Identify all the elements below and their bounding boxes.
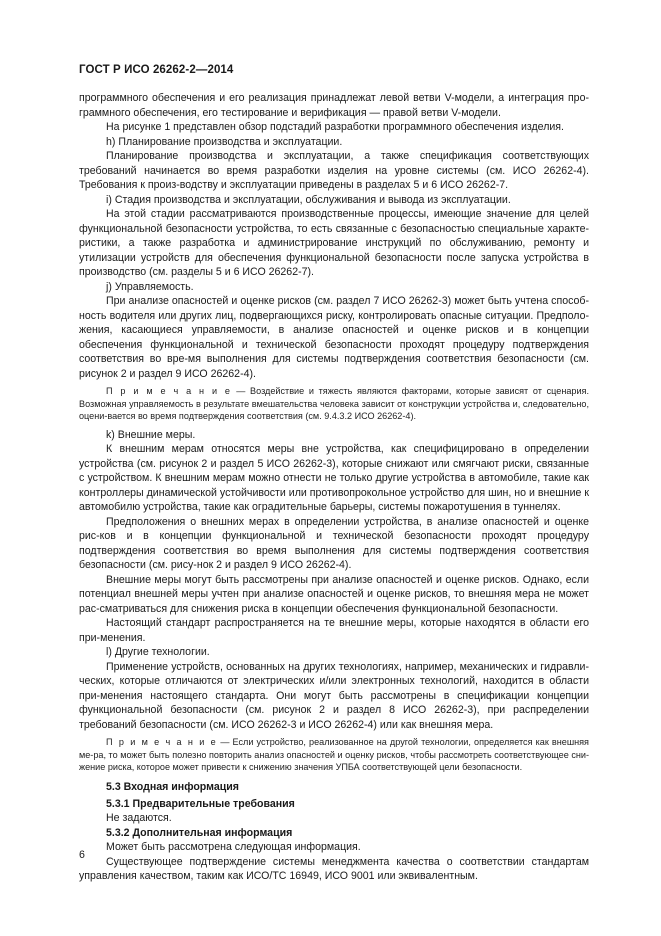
- note-1: [79, 385, 589, 423]
- document-header: ГОСТ Р ИСО 26262-2—2014: [79, 64, 234, 76]
- paragraph: программного обеспечения и его реализация принадлежат левой ветви V-модели, а интеграция про-граммного обеспечения, его тестирование и верификация — правой ветви V-модели.: [79, 92, 589, 119]
- list-item-k: k) Внешние меры.: [106, 428, 196, 441]
- paragraph: Существующее подтверждение системы менеджмента качества о соответствии стандартам управления качеством, таким как ИСО/ТС 16949, ИСО 9001 или эквивалентным.: [79, 855, 589, 883]
- paragraph: К внешним мерам относятся меры вне устройства, как специфицировано в определении устройства (см. рисунок 2 и раздел 5 ИСО 26262-3), которые снижают или смягчают риски, связанные с устройством. К внешним мерам можно отнести не только другие устройства в автомобиле, такие как контроллеры динамической устойчивости или противопрокольное устройство для шин, но и внешние к автомобилю устройства, такие как оградительные барьеры, системы пожаротушения в туннелях.: [79, 443, 589, 514]
- paragraph: На рисунке 1 представлен обзор подстадий разработки программного обеспечения изделия.: [106, 121, 564, 133]
- section-heading-5-3-2: 5.3.2 Дополнительная информация: [106, 826, 293, 839]
- list-item-h: h) Планирование производства и эксплуатации.: [106, 135, 343, 148]
- note-text: — Воздействие и тяжесть являются факторами, которые зависят от сценария. Возможная управляемость в результате вмешательства человека зависит от конструкции устройства и, следовательно, оцени-вается во время подтверждения соответствия (см. 9.4.3.2 ИСО 26262-4).: [79, 386, 590, 422]
- list-item-j: j) Управляемость.: [106, 280, 194, 293]
- list-item-l: l) Другие технологии.: [106, 646, 210, 659]
- paragraph: Предположения о внешних мерах в определении устройства, в анализе опасностей и оценке рис-ков и в концепции функциональной и технической безопасности проходят процедуру подтверждения соответствия во время выполнения для системы подтверждения соответствия безопасности (см. рису-нок 2 и раздел 9 ИСО 26262-4).: [79, 515, 589, 572]
- section-heading-5-3: 5.3 Входная информация: [106, 781, 239, 794]
- note-label: П р и м е ч а н и е: [106, 386, 232, 396]
- note-text: — Если устройство, реализованное на другой технологии, определяется как внешняя ме-ра, то может быть полезно повторить анализ опасностей и оценку рисков, чтобы рассмотреть соответствующее сни-жение риска, которое может привести к снижению значения УПБА соответствующей цели безопасности.: [79, 737, 589, 773]
- paragraph: Может быть рассмотрена следующая информация.: [106, 841, 361, 854]
- note-label: П р и м е ч а н и е: [106, 737, 218, 748]
- note-2: [79, 736, 589, 774]
- paragraph: Внешние меры могут быть рассмотрены при анализе опасностей и оценке рисков. Однако, если потенциал внешней меры учтен при анализе опасностей и оценке рисков, то внешняя мера не может рас-сматриваться для снижения риска в концепции обеспечения функциональной безопасности.: [79, 573, 589, 615]
- paragraph: Не задаются.: [106, 812, 172, 825]
- paragraph: Планирование производства и эксплуатации, а также спецификация соответствующих требований начинается во время разработки изделия на уровне системы (см. ИСО 26262-4). Требования к произ-водству и эксплуатации приведены в разделах 5 и 6 ИСО 26262-7.: [79, 150, 589, 191]
- paragraph: При анализе опасностей и оценке рисков (см. раздел 7 ИСО 26262-3) может быть учтена способ-ность водителя или других лиц, подвергающихся риску, контролировать опасные ситуации. Предполо-жения, касающиеся управляемости, в анализе опасностей и оценке рисков и в концепции обеспечения функциональной и технической безопасности проходят процедуру подтверждения соответствия во вре-мя выполнения для системы подтверждения соответствия безопасности (см. рисунок 2 и раздел 9 ИСО 26262-4).: [79, 295, 589, 380]
- page-number: 6: [79, 849, 85, 861]
- document-body: [79, 91, 589, 884]
- paragraph: На этой стадии рассматриваются производственные процессы, имеющие значение для целей функциональной безопасности устройства, то есть связанные с безопасностью специальные характе-ристики, а также разработка и администрирование инструкций по обслуживанию, ремонту и утилизации устройств для обеспечения функциональной безопасности после запуска устройства в производство (см. разделы 5 и 6 ИСО 26262-7).: [79, 208, 589, 278]
- paragraph: Настоящий стандарт распространяется на те внешние меры, которые находятся в области его при-менения.: [79, 617, 589, 644]
- paragraph: Применение устройств, основанных на других технологиях, например, механических и гидравли-ческих, которые отличаются от электрических и/или электронных технологий, находится в области при-менения настоящего стандарта. Они могут быть рассмотрены в спецификации концепции функциональной безопасности (см. рисунок 2 и раздел 8 ИСО 26262-3), при распределении требований безопасности (см. ИСО 26262-3 и ИСО 26262-4) или как внешняя мера.: [79, 660, 589, 731]
- list-item-i: i) Стадия производства и эксплуатации, обслуживания и вывода из эксплуатации.: [106, 193, 511, 206]
- section-heading-5-3-1: 5.3.1 Предварительные требования: [106, 797, 295, 810]
